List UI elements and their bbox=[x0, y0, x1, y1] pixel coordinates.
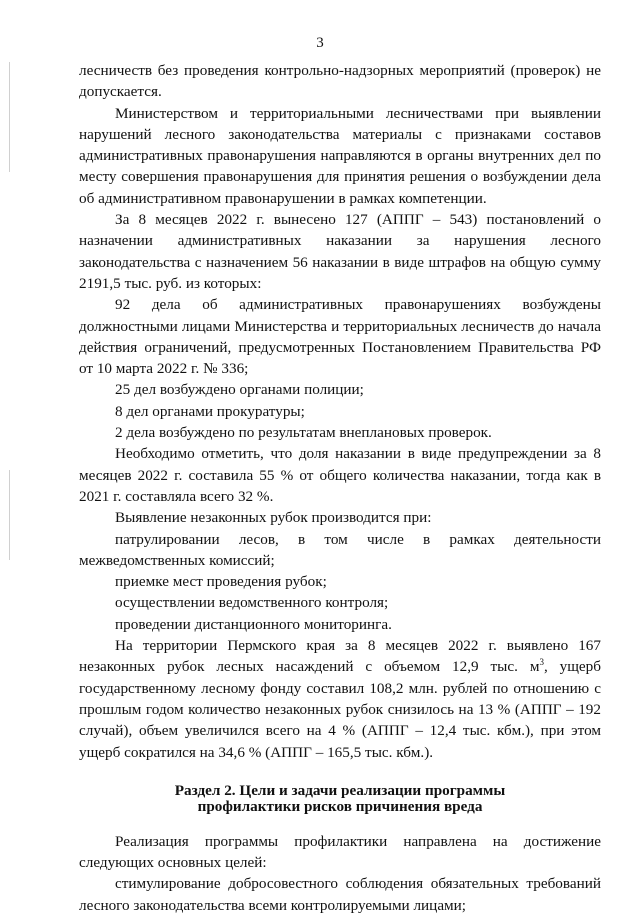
superscript: 3 bbox=[539, 657, 544, 668]
section-heading-line: профилактики рисков причинения вреда bbox=[197, 797, 483, 815]
list-item: проведении дистанционного мониторинга. bbox=[115, 615, 392, 633]
paragraph: Министерством и территориальными лесничествами при выявлении нарушений лесного законодательства материалы с признаками составов административных правонарушения направляются в органы внутренних дел по месту совершения правонарушения для принятия решения о возбуждении дела об административном правонарушении в рамках компетенции. bbox=[79, 104, 601, 207]
list-item: 8 дел органами прокуратуры; bbox=[115, 402, 305, 420]
list-item: стимулирование добросовестного соблюдения обязательных требований лесного законодательства всеми контролируемыми лицами; bbox=[79, 875, 601, 914]
scan-edge-mark bbox=[9, 470, 10, 560]
paragraph: Реализация программы профилактики направлена на достижение следующих основных целей: bbox=[79, 832, 601, 872]
list-item: 25 дел возбуждено органами полиции; bbox=[115, 381, 364, 399]
document-body bbox=[79, 60, 601, 916]
section-heading-line: Раздел 2. Цели и задачи реализации программы bbox=[174, 781, 506, 799]
paragraph: Выявление незаконных рубок производится при: bbox=[115, 509, 432, 527]
paragraph: лесничеств без проведения контрольно-надзорных мероприятий (проверок) не допускается. bbox=[79, 62, 601, 101]
paragraph: За 8 месяцев 2022 г. вынесено 127 (АППГ – 543) постановлений о назначении административных наказании за нарушения лесного законодательства с назначением 56 наказании в виде штрафов на общую сумму 2191,5 тыс. руб. из которых: bbox=[79, 211, 601, 292]
scan-edge-mark bbox=[9, 62, 10, 172]
paragraph-text-part: На территории Пермского края за 8 месяцев 2022 г. выявлено 167 незаконных рубок лесных насаждений с объемом 12,9 тыс. м bbox=[79, 637, 601, 676]
page-number: 3 bbox=[316, 35, 324, 51]
list-item: 2 дела возбуждено по результатам внеплановых проверок. bbox=[115, 424, 492, 442]
list-item: патрулировании лесов, в том числе в рамках деятельности межведомственных комиссий; bbox=[79, 530, 601, 569]
list-item: приемке мест проведения рубок; bbox=[115, 573, 327, 591]
paragraph: Необходимо отметить, что доля наказании в виде предупреждении за 8 месяцев 2022 г. составила 55 % от общего количества наказании, тогда как в 2021 г. составляла всего 32 %. bbox=[79, 445, 601, 505]
paragraph: 92 дела об административных правонарушениях возбуждены должностными лицами Министерства и территориальных лесничеств до начала действия ограничений, предусмотренных Постановлением Правительства РФ от 10 марта 2022 г. № 336; bbox=[79, 296, 601, 378]
list-item: осуществлении ведомственного контроля; bbox=[115, 594, 389, 612]
section-heading bbox=[79, 783, 601, 815]
paragraph-illegal-logging bbox=[79, 635, 601, 763]
paragraph-text-part: , ущерб государственному лесному фонду составил 108,2 млн. рублей по отношению с прошлым годом количество незаконных рубок снизилось на 13 % (АППГ – 192 случай), объем увеличился всего на 4 % (АППГ – 12,4 тыс. кбм.), при этом ущерб сократился на 34,6 % (АППГ – 165,5 тыс. кбм.). bbox=[79, 658, 601, 761]
